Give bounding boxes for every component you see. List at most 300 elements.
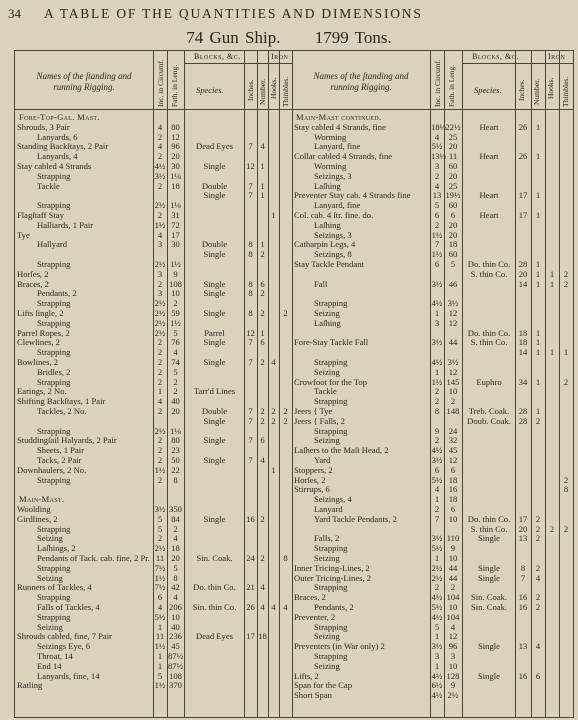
- length-value: 2: [173, 523, 178, 534]
- block-number: 2: [535, 523, 541, 534]
- block-inches: 28: [518, 406, 528, 416]
- block-inches: 8: [248, 249, 253, 260]
- rigging-name: Strapping: [314, 357, 348, 367]
- rigging-name: Earings, 2 No.: [17, 386, 67, 397]
- block-inches: 7: [248, 180, 253, 191]
- circumference-value: 18½: [431, 121, 447, 132]
- circumference-value: 5½: [431, 474, 443, 485]
- block-inches: 17: [518, 190, 528, 201]
- block-species: Double: [201, 406, 228, 416]
- rigging-name: Strapping: [37, 376, 71, 387]
- ship-type: 74 Gun Ship.: [186, 28, 281, 47]
- circumference-value: 1: [434, 631, 440, 642]
- circumference-value: 1½: [431, 376, 443, 387]
- circumference-value: 2½: [154, 425, 166, 436]
- circumference-value: 5: [434, 200, 440, 211]
- length-value: 2: [450, 582, 456, 593]
- block-number: 1: [535, 278, 541, 289]
- block-species: Double: [201, 239, 228, 250]
- length-value: 8: [173, 474, 178, 485]
- rigging-name: Laſhing: [314, 317, 341, 328]
- length-value: 20: [448, 141, 458, 152]
- length-value: 22½: [445, 121, 461, 132]
- rigging-name: Stirrups, 6: [294, 484, 330, 495]
- block-inches: 7: [248, 455, 253, 465]
- length-value: 2: [173, 386, 178, 397]
- length-value: 9: [450, 543, 456, 554]
- block-inches: 12: [246, 161, 255, 171]
- circumference-value: 4: [157, 141, 163, 152]
- length-value: 23: [171, 445, 180, 456]
- length-value: 4: [173, 533, 178, 544]
- length-value: 6: [450, 464, 456, 475]
- rigging-name: Seizing: [37, 533, 63, 544]
- circumference-value: 5½: [431, 602, 443, 612]
- circumference-value: 4½: [431, 690, 443, 701]
- block-species: Sin. Coak.: [470, 602, 508, 612]
- length-value: 18: [171, 180, 180, 191]
- rigging-name: Strapping: [37, 425, 71, 436]
- right-blocks-rule: [462, 63, 545, 64]
- block-inches: 18: [518, 337, 528, 348]
- rigging-name: Seizing: [314, 660, 340, 671]
- circumference-value: 1½: [154, 680, 166, 691]
- rigging-name: Clewlines, 2: [17, 337, 60, 348]
- circumference-value: 1: [434, 553, 440, 563]
- length-value: 87½: [168, 660, 184, 671]
- length-value: 4: [173, 592, 178, 603]
- left-species-header: Species.: [196, 85, 224, 95]
- rigging-name: Falls of Tackles, 4: [37, 602, 100, 612]
- length-value: 3½: [447, 298, 459, 309]
- block-number: 18: [258, 631, 267, 642]
- circumference-value: 3½: [431, 641, 443, 652]
- length-value: 11: [448, 151, 458, 162]
- length-value: 59: [171, 308, 180, 318]
- section-title: Main-Mast continued.: [296, 112, 382, 122]
- block-inches: 7: [248, 415, 253, 426]
- length-value: 236: [169, 631, 182, 642]
- length-value: 10: [171, 611, 180, 622]
- rigging-name: Strapping: [37, 347, 71, 358]
- circumference-value: 4: [434, 484, 440, 495]
- rigging-name: Tackle: [314, 386, 337, 397]
- left-len-header: Fath. in Leng.: [170, 64, 179, 107]
- circumference-value: 1½: [154, 641, 166, 652]
- rigging-name: Parrel Ropes, 2: [17, 327, 70, 338]
- block-inches: 20: [518, 268, 528, 279]
- length-value: 1½: [170, 259, 181, 269]
- rigging-name: Strapping: [37, 562, 71, 573]
- length-value: 12: [448, 308, 458, 318]
- table-row: [292, 280, 573, 290]
- rigging-name: Ratling: [17, 680, 43, 691]
- hooks-value: 1: [549, 278, 555, 289]
- rigging-name: Pendants, 2: [314, 602, 354, 612]
- length-value: 206: [169, 602, 182, 612]
- length-value: 60: [448, 161, 458, 171]
- left-section-heading: [15, 495, 292, 505]
- length-value: 1⅛: [170, 200, 181, 211]
- length-value: 18: [448, 494, 458, 505]
- table-row: [292, 260, 573, 270]
- circumference-value: 3: [157, 268, 163, 279]
- block-species: Single: [203, 161, 226, 171]
- block-number: 2: [260, 406, 265, 416]
- circumference-value: 7: [434, 239, 440, 250]
- left-header-rule: [15, 109, 292, 110]
- left-blocks-header: Blocks, &c.: [194, 52, 241, 61]
- circumference-value: 2: [434, 396, 440, 407]
- length-value: 32: [448, 435, 458, 446]
- length-value: 148: [446, 406, 460, 416]
- circumference-value: 2: [157, 445, 163, 456]
- rigging-name: Stay Tackle Pendant: [294, 259, 364, 269]
- length-value: 18: [448, 239, 458, 250]
- rigging-name: Tackle: [37, 180, 60, 191]
- block-number: 1: [535, 347, 541, 358]
- rigging-name: Strapping: [314, 582, 348, 593]
- length-value: 10: [448, 553, 458, 563]
- block-inches: 7: [248, 337, 253, 348]
- length-value: 30: [171, 161, 180, 171]
- length-value: 1⅛: [170, 425, 181, 436]
- block-inches: 16: [246, 513, 255, 524]
- circumference-value: 4: [434, 131, 440, 142]
- block-number: 6: [260, 278, 265, 289]
- length-value: 8: [173, 572, 178, 583]
- block-number: 4: [260, 455, 265, 465]
- block-species: Heart: [479, 190, 499, 201]
- rigging-name: Strapping: [314, 298, 348, 309]
- block-inches: 18: [518, 327, 528, 338]
- length-value: 76: [171, 337, 180, 348]
- block-species: S. thin Co.: [470, 523, 508, 534]
- running-title: A TABLE OF THE QUANTITIES AND DIMENSIONS: [44, 6, 423, 21]
- length-value: 80: [171, 435, 180, 446]
- circumference-value: 2: [157, 366, 163, 377]
- rigging-name: Horſes, 2: [17, 268, 49, 279]
- rigging-name: Strapping: [37, 317, 71, 328]
- circumference-value: 7½: [154, 562, 166, 573]
- circumference-value: 2½: [154, 259, 166, 269]
- circumference-value: 1½: [431, 229, 443, 240]
- circumference-value: 3: [434, 317, 440, 328]
- circumference-value: 2: [434, 582, 440, 593]
- length-value: 12: [448, 366, 458, 377]
- rigging-name: Seizing: [314, 553, 340, 563]
- block-species: Single: [203, 415, 226, 426]
- thimbles-value: 2: [283, 415, 288, 426]
- block-inches: 28: [518, 415, 528, 426]
- circumference-value: 4½: [431, 445, 443, 456]
- circumference-value: 2½: [154, 200, 166, 211]
- block-inches: 7: [520, 572, 526, 583]
- length-value: 20: [448, 170, 458, 181]
- block-inches: 17: [518, 513, 528, 524]
- block-species: Single: [203, 337, 226, 348]
- block-inches: 13: [518, 641, 528, 652]
- rigging-name: Lanyard, fine: [314, 141, 361, 152]
- rigging-name: Seizings, 3: [314, 170, 352, 181]
- length-value: 40: [171, 621, 180, 632]
- block-species: Treb. Coak.: [468, 406, 510, 416]
- block-inches: 14: [518, 278, 528, 289]
- hooks-value: 4: [271, 357, 276, 367]
- length-value: 10: [448, 386, 458, 397]
- length-value: 6: [450, 210, 456, 220]
- rigging-name: Lanyards, 6: [37, 131, 78, 142]
- block-species: Single: [203, 308, 226, 318]
- rigging-name: Lanyard, fine: [314, 200, 361, 211]
- block-inches: 14: [518, 347, 528, 358]
- block-species: Single: [203, 249, 226, 260]
- rigging-name: Laſhers to the Maſt Head, 2: [294, 445, 389, 456]
- circumference-value: 2: [157, 376, 163, 387]
- circumference-value: 2: [157, 180, 163, 191]
- block-inches: 16: [518, 670, 528, 681]
- block-inches: 26: [246, 602, 255, 612]
- rigging-name: Tacks, 2 Pair: [37, 455, 82, 465]
- hooks-value: 2: [271, 415, 276, 426]
- rigging-name: Short Span: [294, 690, 332, 701]
- rigging-name: Strapping: [314, 396, 348, 407]
- circumference-value: 1½: [154, 464, 166, 475]
- length-value: 50: [171, 455, 180, 465]
- circumference-value: 2: [434, 504, 440, 514]
- circumference-value: 1: [157, 660, 163, 671]
- block-number: 2: [535, 513, 541, 524]
- length-value: 104: [446, 611, 460, 622]
- rigging-name: Seizing: [37, 572, 63, 583]
- circumference-value: 2½: [154, 308, 166, 318]
- table-row: [15, 672, 292, 682]
- rigging-name: Studdingſail Halyards, 2 Pair: [17, 435, 117, 446]
- thimbles-value: 2: [283, 308, 288, 318]
- left-blocks-rule: [184, 63, 268, 64]
- right-len-header: Fath. in Leng.: [447, 64, 456, 107]
- block-number: 2: [260, 415, 265, 426]
- rigging-name: Flagſtaff Stay: [17, 210, 64, 220]
- circumference-value: 9: [434, 425, 440, 436]
- circumference-value: 2: [157, 151, 163, 162]
- rigging-name: Worming: [314, 131, 347, 142]
- rigging-name: Lifts ſingle, 2: [17, 308, 64, 318]
- length-value: 42: [171, 582, 180, 593]
- rigging-name: Bowlines, 2: [17, 357, 59, 367]
- length-value: 44: [448, 562, 458, 573]
- rigging-name: Preventer, 2: [294, 611, 336, 622]
- table-row: [15, 221, 292, 231]
- thimbles-value: 2: [283, 406, 288, 416]
- left-inches-header: Inches.: [246, 79, 255, 101]
- rigging-name: Shrouds, 3 Pair: [17, 121, 70, 132]
- circumference-value: 2½: [154, 543, 166, 554]
- length-value: 20: [171, 553, 180, 563]
- rigging-name: Laſhing: [314, 180, 341, 191]
- circumference-value: 2½: [154, 298, 166, 309]
- rigging-name: Strapping: [314, 621, 348, 632]
- rigging-name: Catharpin Legs, 4: [294, 239, 356, 250]
- block-species: Do. thin Co.: [467, 327, 511, 338]
- circumference-value: 5½: [154, 611, 166, 622]
- rigging-name: Stay cabled 4 Strands, fine: [294, 121, 386, 132]
- block-species: Double: [201, 180, 228, 191]
- block-number: 2: [260, 288, 265, 299]
- block-number: 6: [535, 670, 541, 681]
- block-number: 1: [260, 239, 265, 250]
- length-value: 22: [171, 464, 180, 475]
- block-inches: 7: [248, 141, 253, 152]
- length-value: 370: [169, 680, 182, 691]
- block-species: Dead Eyes: [196, 631, 233, 642]
- rigging-name: Strapping: [314, 425, 348, 436]
- block-species: Do. thin Co.: [467, 259, 511, 269]
- circumference-value: 5: [157, 523, 163, 534]
- block-inches: 34: [518, 376, 528, 387]
- circumference-value: 2: [157, 278, 163, 289]
- page-header: [0, 4, 578, 24]
- length-value: 110: [446, 533, 460, 544]
- rigging-name: Preventer Stay cab. 4 Strands fine: [294, 190, 411, 201]
- length-value: 10: [448, 660, 458, 671]
- block-number: 2: [535, 592, 541, 603]
- right-header-rule: [292, 109, 573, 110]
- table-row: [292, 476, 573, 486]
- block-number: 1: [535, 210, 541, 220]
- rigging-name: Seizing: [314, 435, 340, 446]
- circumference-value: 2: [157, 337, 163, 348]
- rigging-name: Outer Tricing-Lines, 2: [294, 572, 372, 583]
- table-row: [292, 397, 573, 407]
- block-species: Single: [478, 533, 500, 544]
- block-species: Do. thin Co.: [467, 513, 511, 524]
- rigging-name: Seizing: [314, 308, 340, 318]
- block-number: 1: [535, 268, 541, 279]
- length-value: 20: [171, 151, 180, 162]
- block-species: Single: [203, 278, 226, 289]
- block-species: Heart: [479, 121, 499, 132]
- thimbles-value: 8: [563, 484, 569, 495]
- length-value: 44: [448, 572, 458, 583]
- length-value: 18: [171, 543, 180, 554]
- length-value: 145: [446, 376, 460, 387]
- block-number: 1: [535, 190, 541, 201]
- length-value: 9: [450, 680, 456, 691]
- length-value: 3: [450, 651, 456, 661]
- circumference-value: 3½: [431, 533, 443, 544]
- rigging-name: Col. cab. 4 ſtr. fine. do.: [294, 210, 374, 220]
- rigging-name: Braces, 2: [17, 278, 49, 289]
- left-iron-header: Iron: [271, 52, 289, 61]
- circumference-value: 6: [434, 464, 440, 475]
- length-value: 20: [448, 219, 458, 230]
- rigging-name: Seizings, 3: [314, 229, 352, 240]
- right-hooks-header: Hooks.: [546, 77, 555, 99]
- block-inches: 20: [518, 523, 528, 534]
- rigging-name: Shrouds cabled, fine, 7 Pair: [17, 631, 112, 642]
- length-value: 20: [171, 406, 180, 416]
- circumference-value: 3½: [431, 278, 443, 289]
- length-value: 2½: [447, 690, 459, 701]
- rigging-name: Hallyard: [37, 239, 68, 250]
- circumference-value: 2: [157, 435, 163, 446]
- block-inches: 7: [248, 190, 253, 201]
- circumference-value: 3½: [154, 170, 166, 181]
- rigging-name: Fall: [314, 278, 328, 289]
- block-inches: 8: [248, 288, 253, 299]
- rigging-name: Laſhings, 2: [37, 543, 76, 554]
- rigging-name: Seizing: [314, 631, 340, 642]
- block-number: 2: [260, 249, 265, 260]
- length-value: 60: [448, 200, 458, 211]
- rigging-name: Strapping: [37, 259, 71, 269]
- rigging-name: Braces, 2: [294, 592, 326, 603]
- length-value: 1½: [170, 317, 181, 328]
- circumference-value: 2: [157, 533, 163, 544]
- block-inches: 7: [248, 435, 253, 446]
- rigging-name: End 14: [37, 660, 62, 671]
- block-species: Dead Eyes: [196, 141, 233, 152]
- block-species: Single: [478, 562, 500, 573]
- left-hooks-header: Hooks.: [269, 77, 278, 99]
- circumference-value: 1: [434, 494, 440, 505]
- length-value: 104: [446, 592, 460, 603]
- left-names-header: Names of the ſtanding and running Rigging.: [36, 71, 132, 92]
- circumference-value: 4½: [431, 611, 443, 622]
- block-number: 4: [535, 572, 541, 583]
- block-species: Single: [478, 670, 500, 681]
- rigging-name: Halliards, 1 Pair: [37, 219, 94, 230]
- circumference-value: 2½: [154, 317, 166, 328]
- length-value: 25: [448, 180, 458, 191]
- circumference-value: 4: [157, 229, 163, 240]
- block-number: 1: [535, 337, 541, 348]
- circumference-value: 2: [434, 219, 440, 230]
- block-number: 2: [535, 602, 541, 612]
- length-value: 45: [448, 445, 458, 456]
- block-inches: 21: [246, 582, 255, 593]
- right-iron-rule: [545, 63, 573, 64]
- rigging-name: Seizings, 8: [314, 249, 352, 260]
- block-inches: 13: [518, 533, 528, 544]
- block-number: 2: [260, 553, 265, 563]
- left-thimbles-header: Thimbles.: [281, 76, 290, 107]
- length-value: 128: [446, 670, 460, 681]
- rigging-name: Worming: [314, 161, 347, 171]
- length-value: 108: [169, 278, 182, 289]
- rigging-name: Tackles, 2 No.: [37, 406, 87, 416]
- block-number: 4: [260, 141, 265, 152]
- circumference-value: 1½: [431, 249, 443, 260]
- length-value: 2: [450, 396, 456, 407]
- block-species: Single: [203, 435, 226, 446]
- circumference-value: 6: [157, 592, 163, 603]
- right-thimbles-header: Thimbles.: [561, 76, 570, 107]
- circumference-value: 4½: [431, 298, 443, 309]
- hooks-value: 1: [549, 347, 555, 358]
- hooks-value: 2: [271, 406, 276, 416]
- length-value: 4: [450, 621, 456, 632]
- length-value: 12: [171, 131, 180, 142]
- length-value: 17: [171, 229, 180, 240]
- thimbles-value: 2: [563, 268, 569, 279]
- block-inches: 28: [518, 259, 528, 269]
- circumference-value: 6: [434, 210, 440, 220]
- ship-subtitle: [0, 28, 578, 48]
- rigging-name: Lanyards, fine, 14: [37, 670, 100, 681]
- block-number: 6: [260, 435, 265, 446]
